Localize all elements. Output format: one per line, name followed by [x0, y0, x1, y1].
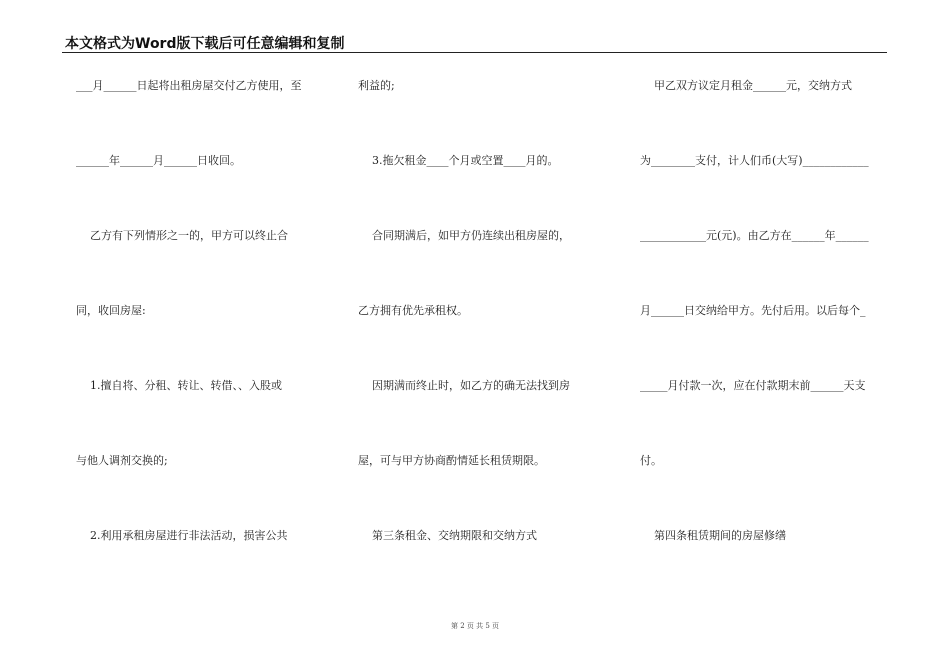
text-column-3: [640, 0, 890, 672]
text-line: 同，收回房屋:: [76, 304, 146, 317]
text-line: 与他人调剂交换的;: [76, 454, 168, 467]
text-line: ______年______月______日收回。: [76, 154, 241, 167]
text-column-2: [358, 0, 620, 672]
text-line: ____________元(元)。由乙方在______年______: [640, 229, 869, 242]
text-line: 乙方拥有优先承租权。: [358, 304, 468, 317]
text-line: 屋，可与甲方协商酌情延长租赁期限。: [358, 454, 545, 467]
page-number-footer: 第 2 页 共 5 页: [450, 622, 500, 630]
text-line: 乙方有下列情形之一的，甲方可以终止合: [76, 229, 288, 242]
text-line: 3.拖欠租金____个月或空置____月的。: [358, 154, 559, 167]
text-line: 月______日交纳给甲方。先付后用。以后每个_: [640, 304, 866, 317]
text-line: 因期满而终止时，如乙方的确无法找到房: [358, 379, 570, 392]
text-line: 为________支付，计人们币(大写)____________: [640, 154, 869, 167]
text-line: 甲乙双方议定月租金______元，交纳方式: [640, 79, 852, 92]
text-line: 合同期满后，如甲方仍连续出租房屋的，: [358, 229, 570, 242]
text-line: 2.利用承租房屋进行非法活动，损害公共: [76, 529, 288, 542]
text-column-1: [76, 0, 338, 672]
text-line: ___月______日起将出租房屋交付乙方使用，至: [76, 79, 302, 92]
document-header-title: 本文格式为Word版下载后可任意编辑和复制: [65, 36, 345, 52]
text-line: 利益的;: [358, 79, 395, 92]
text-line: 第三条租金、交纳期限和交纳方式: [358, 529, 537, 542]
text-line: 付。: [640, 454, 662, 467]
text-line: _____月付款一次，应在付款期末前______天支: [640, 379, 866, 392]
text-line: 1.擅自将、分租、转让、转借、、入股或: [76, 379, 282, 392]
text-line: 第四条租赁期间的房屋修缮: [640, 529, 786, 542]
